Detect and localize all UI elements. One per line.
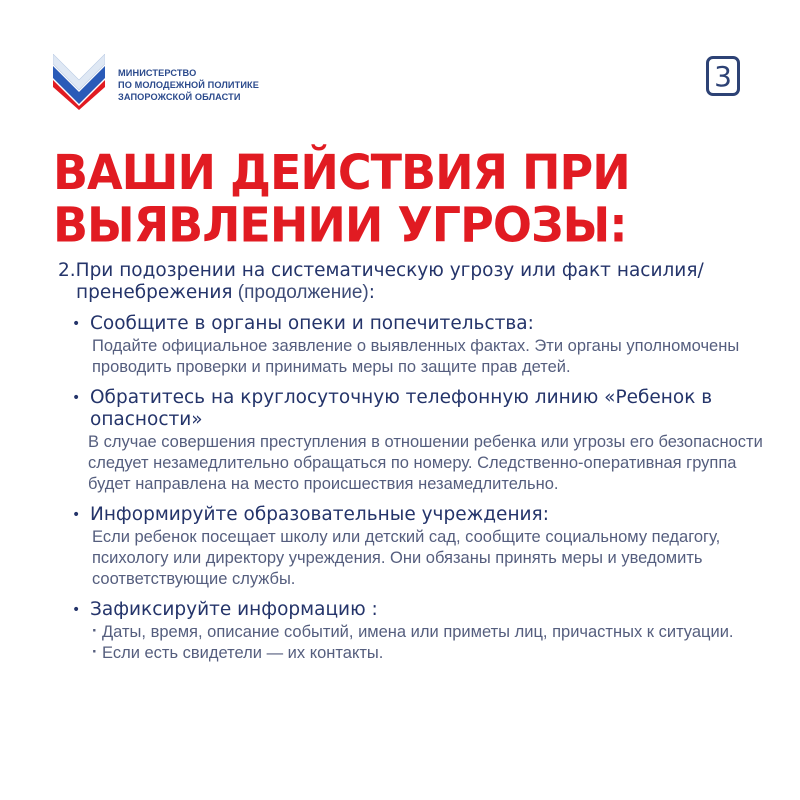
bullet-icon: • bbox=[72, 507, 81, 523]
item-body bbox=[76, 622, 778, 664]
lead-paragraph bbox=[58, 260, 778, 304]
logo-line-3: ЗАПОРОЖСКОЙ ОБЛАСТИ bbox=[118, 92, 241, 102]
sub-item: · Если есть свидетели — их контакты. bbox=[92, 643, 778, 664]
ministry-logo-icon bbox=[53, 54, 105, 110]
lead-continuation: (продолжение) bbox=[232, 282, 369, 303]
page-number: 3 bbox=[714, 59, 732, 93]
title-line-1: ВАШИ ДЕЙСТВИЯ ПРИ bbox=[53, 143, 630, 201]
item-heading: Зафиксируйте информацию : bbox=[90, 599, 378, 620]
lead-bold: При подозрении на систематическую угрозу или факт насилия/пренебрежения bbox=[75, 260, 704, 303]
item-body: Подайте официальное заявление о выявленных фактах. Эти органы уполномочены проводить проверки и принимать меры по защите прав детей. bbox=[92, 337, 740, 376]
title-line-2: ВЫЯВЛЕНИИ УГРОЗЫ: bbox=[53, 196, 627, 254]
list-item bbox=[58, 599, 778, 664]
list-item bbox=[58, 387, 778, 495]
lead-number: 2. bbox=[58, 260, 76, 281]
item-heading: Обратитесь на круглосуточную телефонную линию «Ребенок в опасности» bbox=[90, 387, 713, 430]
content bbox=[58, 260, 778, 664]
page-title bbox=[53, 143, 753, 254]
bullet-icon: • bbox=[72, 602, 81, 618]
list-item bbox=[58, 504, 778, 590]
list-item bbox=[58, 313, 778, 378]
item-body: Если ребенок посещает школу или детский сад, сообщите социальному педагогу, психологу или директору учреждения. Они обязаны принять меры и уведомить соответствующие службы. bbox=[92, 528, 721, 588]
logo-line-2: ПО МОЛОДЕЖНОЙ ПОЛИТИКЕ bbox=[118, 80, 259, 90]
logo-line-1: МИНИСТЕРСТВО bbox=[118, 68, 197, 78]
bullet-icon: • bbox=[72, 390, 81, 406]
lead-colon: : bbox=[368, 282, 375, 303]
page-number-badge bbox=[706, 56, 740, 96]
sub-item: · Даты, время, описание событий, имена или приметы лиц, причастных к ситуации. bbox=[92, 622, 778, 643]
item-body: В случае совершения преступления в отношении ребенка или угрозы его безопасности следует незамедлительно обращаться по номеру. Следственно-оперативная группа будет направлена на место происшествия незамедлительно. bbox=[88, 433, 763, 493]
item-heading: Сообщите в органы опеки и попечительства: bbox=[90, 313, 534, 334]
ministry-name bbox=[118, 67, 259, 103]
bullet-icon: • bbox=[72, 316, 81, 332]
item-heading: Информируйте образовательные учреждения: bbox=[90, 504, 549, 525]
